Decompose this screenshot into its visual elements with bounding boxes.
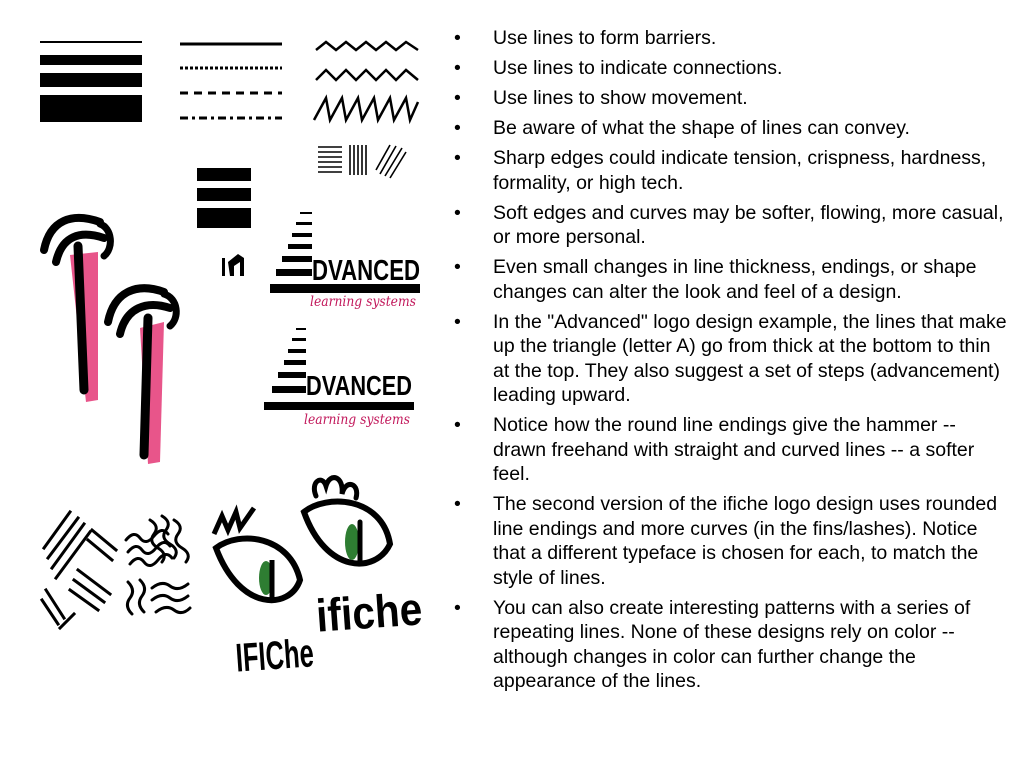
bullet-item: • Soft edges and curves may be softer, flowing, more casual, or more personal. <box>448 201 1008 250</box>
advanced-logo-1 <box>270 212 420 310</box>
hammer-icon <box>108 288 176 464</box>
ifiche-logo-1-word: IFIChe <box>234 628 360 681</box>
advanced-logo-1-word: DVANCED <box>312 255 420 287</box>
advanced-logo-2-word: DVANCED <box>306 370 412 401</box>
stacked-bars <box>197 168 251 276</box>
hammer-icon <box>44 218 110 402</box>
ifiche-logo-1 <box>214 508 360 681</box>
ifiche-logo-2 <box>304 478 438 642</box>
bullet-item: • Even small changes in line thickness, endings, or shape changes can alter the look and feel of a design. <box>448 255 1008 304</box>
bullet-item: • Use lines to show movement. <box>448 86 1008 111</box>
bullet-item: • Sharp edges could indicate tension, crispness, hardness, formality, or high tech. <box>448 146 1008 195</box>
line-style-samples <box>180 44 282 118</box>
thick-line-bars <box>40 41 142 122</box>
line-examples-illustration <box>0 0 440 768</box>
wavy-line-pattern <box>126 516 190 614</box>
bullet-item: • Notice how the round line endings give the hammer -- drawn freehand with straight and curved lines -- a softer feel. <box>448 413 1008 487</box>
ifiche-logo-2-word: ifiche <box>314 581 438 642</box>
bullet-item: • Use lines to form barriers. <box>448 26 1008 51</box>
zigzag-line-samples <box>314 42 418 120</box>
bullet-item: • Be aware of what the shape of lines can convey. <box>448 116 1008 141</box>
bullet-item: • The second version of the ifiche logo design uses rounded line endings and more curves (in the fins/lashes). Notice that a different typeface is chosen for each, to match the style of lines. <box>448 492 1008 590</box>
advanced-logo-2 <box>264 328 414 428</box>
advanced-logo-1-tagline: learning systems <box>310 294 416 310</box>
bullet-item: • Use lines to indicate connections. <box>448 56 1008 81</box>
bullet-item: • In the "Advanced" logo design example, the lines that make up the triangle (letter A) go from thick at the bottom to thin at the top. They also suggest a set of steps (advancement) leading upward. <box>448 310 1008 408</box>
bullet-item: • You can also create interesting patterns with a series of repeating lines. None of these designs rely on color -- although changes in color can further change the appearance of the lines. <box>448 596 1008 694</box>
hatch-squares <box>318 145 406 178</box>
bullet-list <box>448 26 1008 699</box>
straight-line-pattern <box>42 512 116 628</box>
advanced-logo-2-tagline: learning systems <box>304 412 410 428</box>
